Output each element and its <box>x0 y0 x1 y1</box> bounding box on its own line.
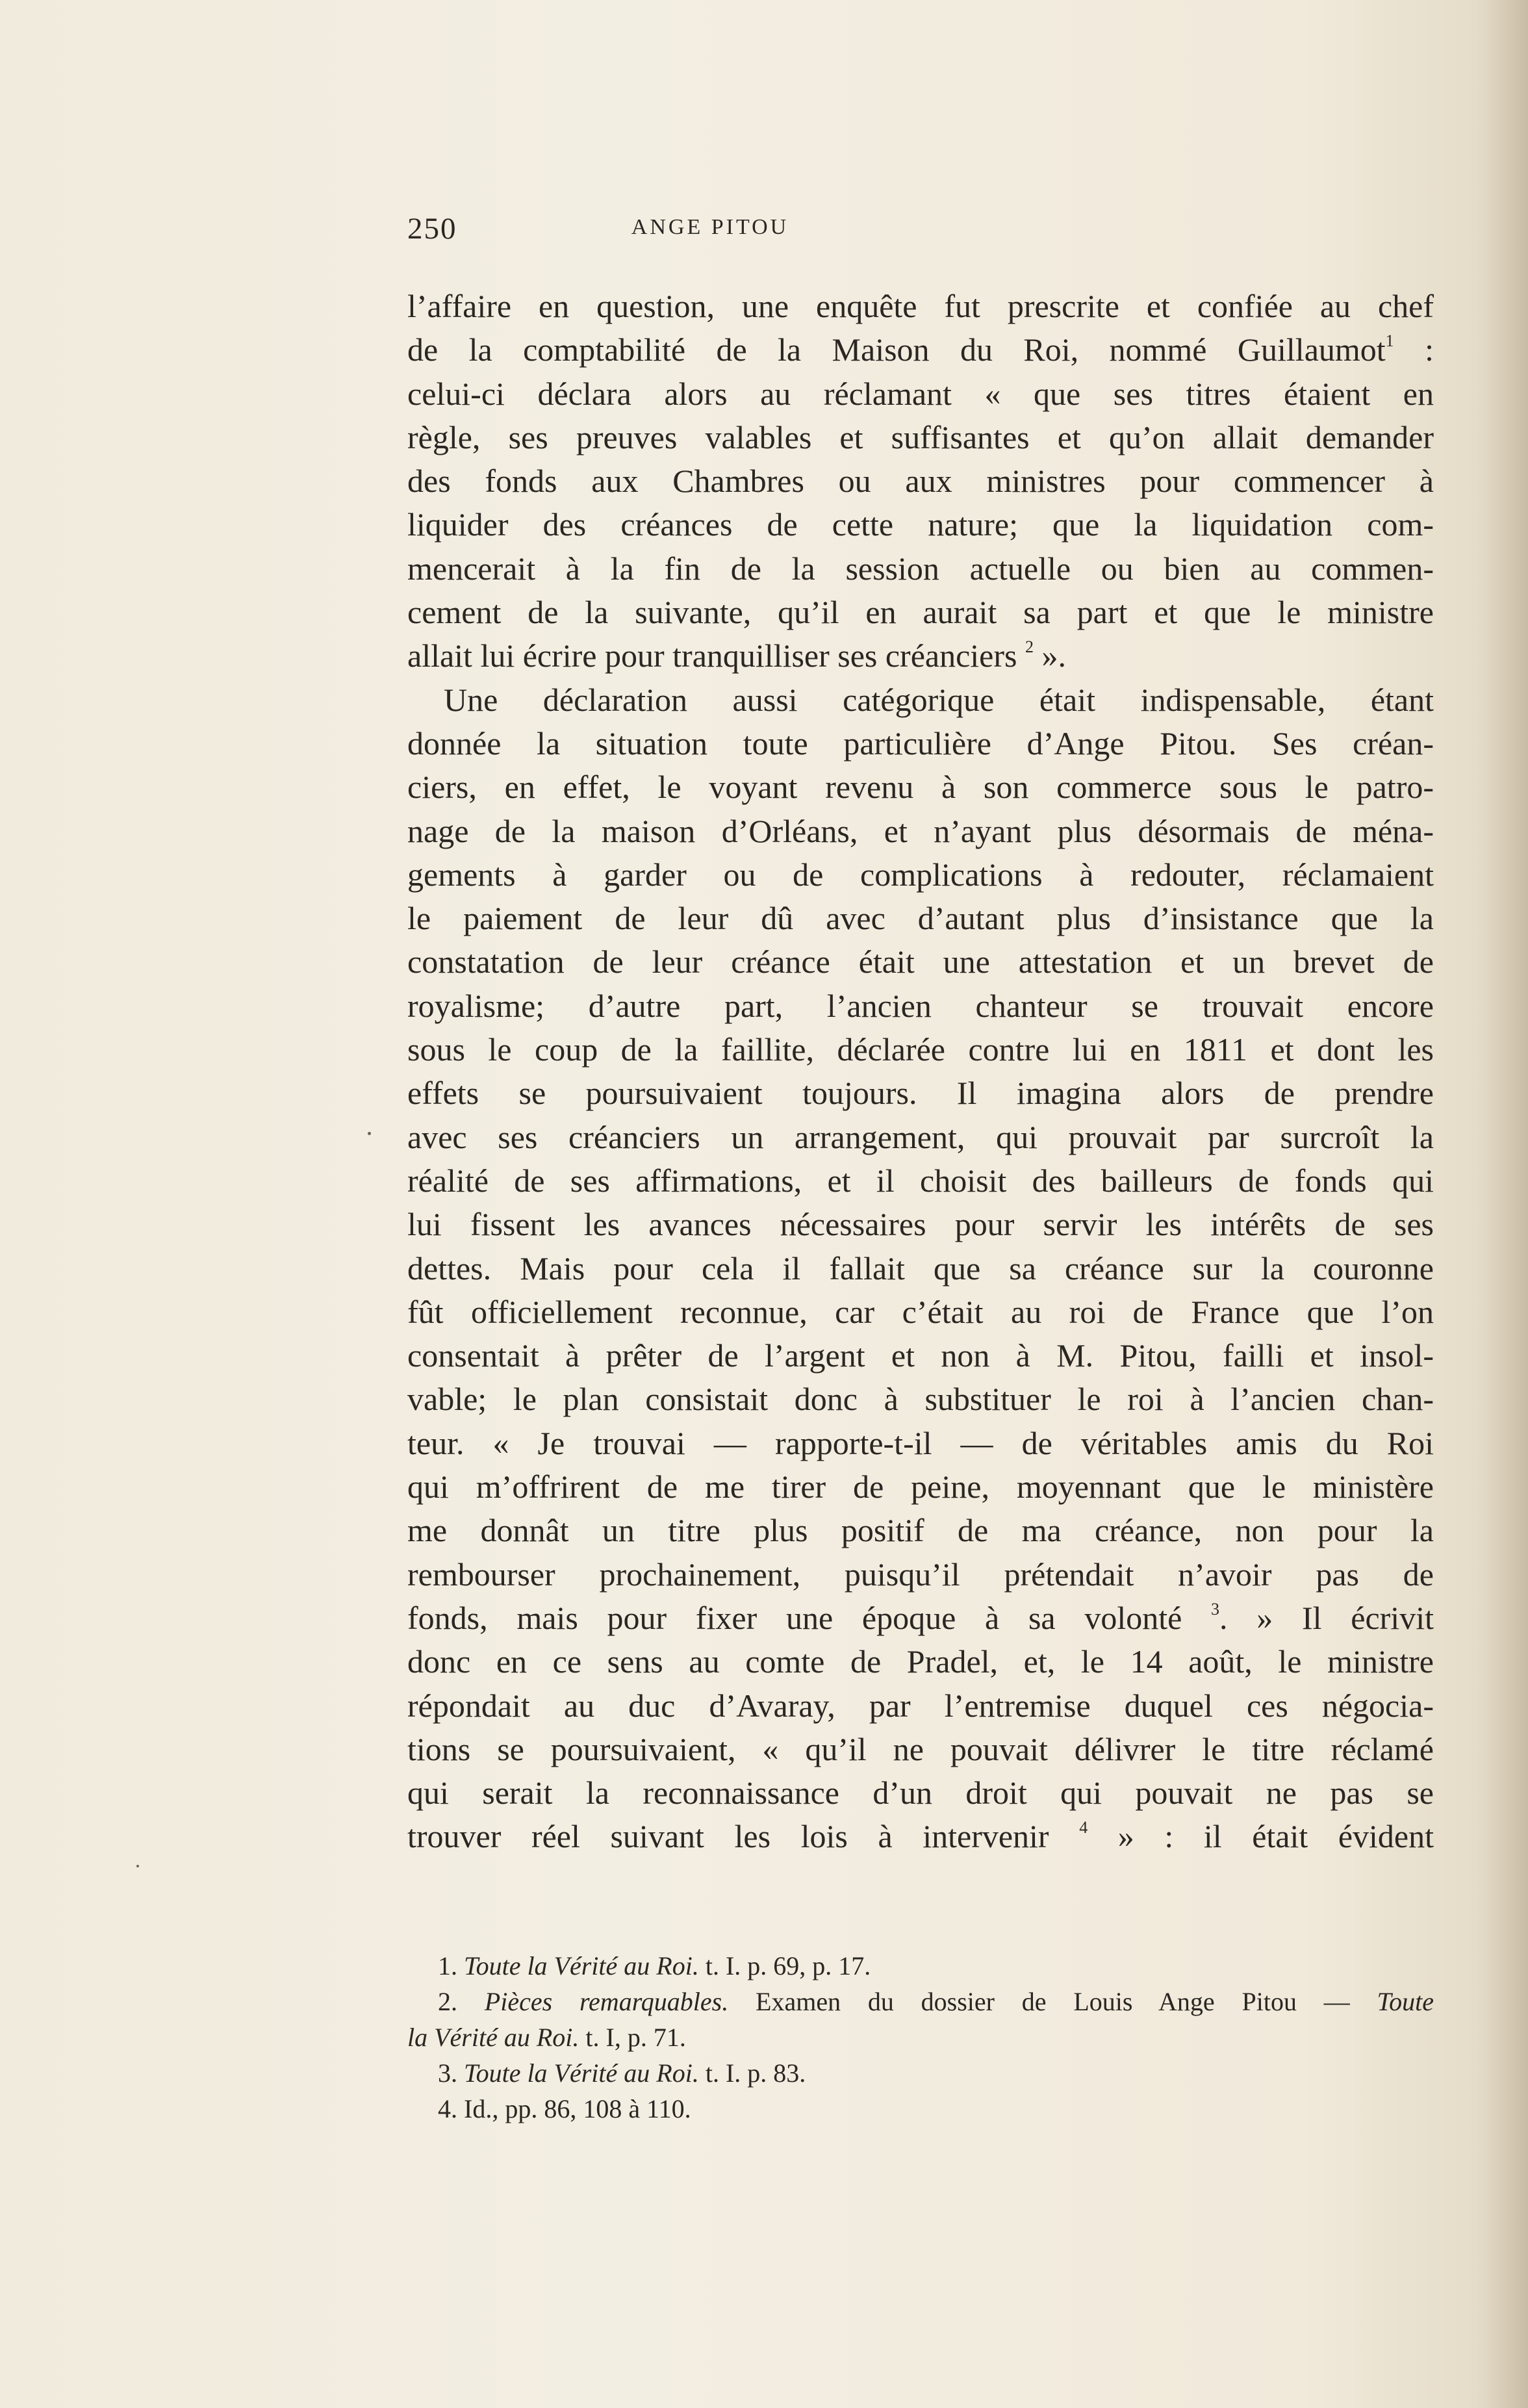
body-text <box>407 285 1434 1859</box>
text-line: celui-ci déclara alors au réclamant « que ses titres étaient en <box>407 375 1434 412</box>
text-line: répondait au duc d’Avaray, par l’entremise duquel ces négocia- <box>407 1687 1434 1724</box>
footnote: 4. Id., pp. 86, 108 à 110. <box>438 2094 691 2123</box>
text-line: avec ses créanciers un arrangement, qui prouvait par surcroît la <box>407 1118 1434 1155</box>
text-line: donnée la situation toute particulière d’Ange Pitou. Ses créan- <box>407 724 1434 762</box>
footnotes <box>407 1948 1434 2127</box>
page-header <box>407 211 1013 250</box>
gutter-shadow <box>1483 0 1528 2408</box>
text-line: des fonds aux Chambres ou aux ministres pour commencer à <box>407 463 1434 500</box>
text-line: dettes. Mais pour cela il fallait que sa créance sur la couronne <box>407 1249 1434 1287</box>
text-line: Une déclaration aussi catégorique était indispensable, étant <box>444 681 1434 718</box>
footnote-ref: 2 <box>1025 637 1034 657</box>
text-line: donc en ce sens au comte de Pradel, et, le 14 août, le ministre <box>407 1643 1434 1680</box>
paper-speck <box>368 1132 371 1135</box>
text-line: consentait à prêter de l’argent et non à M. Pitou, failli et insol- <box>407 1337 1434 1374</box>
text-line: vable; le plan consistait donc à substituer le roi à l’ancien chan- <box>407 1381 1434 1418</box>
running-title: ANGE PITOU <box>631 215 789 239</box>
text-line: mencerait à la fin de la session actuelle ou bien au commen- <box>407 550 1434 587</box>
text-line: nage de la maison d’Orléans, et n’ayant plus désormais de ména- <box>407 812 1434 849</box>
footnote-continuation: la Vérité au Roi. t. I, p. 71. <box>407 2023 686 2052</box>
text-line: fût officiellement reconnue, car c’était au roi de France que l’on <box>407 1293 1434 1330</box>
footnote: 1. Toute la Vérité au Roi. t. I. p. 69, p. 17. <box>438 1951 871 1980</box>
text-line: sous le coup de la faillite, déclarée contre lui en 1811 et dont les <box>407 1031 1434 1068</box>
text-line: constatation de leur créance était une attestation et un brevet de <box>407 943 1434 980</box>
text-line: le paiement de leur dû avec d’autant plus d’insistance que la <box>407 900 1434 937</box>
text-line: trouver réel suivant les lois à intervenir $^4$ » : il était évident <box>407 1818 1434 1855</box>
text-line: cement de la suivante, qu’il en aurait sa part et que le ministre <box>407 594 1434 631</box>
footnote: 3. Toute la Vérité au Roi. t. I. p. 83. <box>438 2058 806 2088</box>
text-line: royalisme; d’autre part, l’ancien chanteur se trouvait encore <box>407 987 1434 1024</box>
page-number: 250 <box>407 212 457 246</box>
footnote-ref: 3 <box>1211 1599 1220 1619</box>
text-line: l’affaire en question, une enquête fut prescrite et confiée au chef <box>407 288 1434 324</box>
text-line: effets se poursuivaient toujours. Il imagina alors de prendre <box>407 1075 1434 1112</box>
text-line: qui m’offrirent de me tirer de peine, moyennant que le ministère <box>407 1468 1434 1505</box>
footnote-ref: 4 <box>1079 1818 1088 1838</box>
text-line: liquider des créances de cette nature; que la liquidation com- <box>407 506 1434 543</box>
text-line: tions se poursuivaient, « qu’il ne pouvait délivrer le titre réclamé <box>407 1730 1434 1767</box>
text-line: lui fissent les avances nécessaires pour servir les intérêts de ses <box>407 1206 1434 1243</box>
text-line: réalité de ses affirmations, et il choisit des bailleurs de fonds qui <box>407 1162 1434 1199</box>
paper-speck <box>136 1865 139 1867</box>
text-line: fonds, mais pour fixer une époque à sa volonté $^3$. » Il écrivit <box>407 1599 1434 1636</box>
text-line: de la comptabilité de la Maison du Roi, nommé Guillaumot$^1$ : <box>407 331 1434 368</box>
footnote: 2. Pièces remarquables. Examen du dossier de Louis Ange Pitou — Toute <box>438 1987 1434 2016</box>
text-line: rembourser prochainement, puisqu’il prétendait n’avoir pas de <box>407 1556 1434 1593</box>
text-line: teur. « Je trouvai — rapporte-t-il — de véritables amis du Roi <box>407 1424 1434 1461</box>
text-line: me donnât un titre plus positif de ma créance, non pour la <box>407 1512 1434 1549</box>
text-line: allait lui écrire pour tranquilliser ses créanciers $^2$ ». <box>407 637 1066 674</box>
text-line: qui serait la reconnaissance d’un droit qui pouvait ne pas se <box>407 1774 1434 1812</box>
footnote-ref: 1 <box>1385 331 1394 351</box>
text-line: règle, ses preuves valables et suffisantes et qu’on allait demander <box>407 418 1434 455</box>
text-line: ciers, en effet, le voyant revenu à son commerce sous le patro- <box>407 769 1434 806</box>
text-line: gements à garder ou de complications à redouter, réclamaient <box>407 856 1434 893</box>
